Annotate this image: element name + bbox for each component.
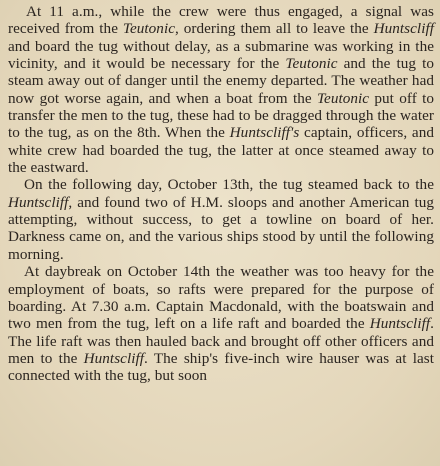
text-run: , ordering them all to leave the (175, 20, 374, 38)
italic-ship-name: Teutonic (316, 89, 370, 107)
paragraph-2 (8, 176, 434, 263)
italic-ship-name: Huntscliff (369, 315, 431, 333)
text-run: At daybreak on October 14th the weather was too heavy for the employment of boats, so rafts were prepared for the purpose of boarding. At 7.30 a.m. Captain Macdonald, with the boatswain and two men from the tug, left on a life raft and boarded the (8, 263, 434, 333)
italic-ship-name: Teutonic (122, 20, 176, 38)
text-run: . The ship's five-inch wire hauser was at last connected with the tug, but soon (8, 349, 434, 385)
text-run: . The life raft was then hauled back and brought off other officers and men to the (8, 315, 434, 367)
text-run: , and found two of H.M. sloops and another American tug attempting, without success, to get a towline on board of her. Darkness came on, and the various ships stood by until the following morning. (8, 193, 434, 263)
italic-ship-name: Teutonic (285, 55, 338, 73)
text-run: put off to transfer the men to the tug, these had to be dragged through the water to the tug, as on the 8th. When the (8, 89, 434, 142)
italic-ship-name: Huntscliff's (229, 124, 300, 142)
italic-ship-name: Huntscliff (83, 349, 145, 367)
paragraph-1 (8, 3, 434, 176)
text-run: and board the tug without delay, as a submarine was working in the vicinity, and it would be necessary for the (8, 37, 434, 73)
text-run: On the following day, October 13th, the tug steamed back to the (24, 176, 434, 194)
italic-ship-name: Huntscliff (373, 20, 434, 38)
text-run: captain, officers, and white crew had boarded the tug, the latter at once steamed away to the eastward. (8, 124, 435, 177)
italic-ship-name: Huntscliff (8, 193, 69, 211)
paragraph-3 (8, 263, 434, 384)
text-run: At 11 a.m., while the crew were thus engaged, a signal was received from the (8, 3, 434, 38)
text-run: and the tug to steam away out of danger until the enemy departed. The weather had now got worse again, and when a boat from the (8, 55, 435, 107)
